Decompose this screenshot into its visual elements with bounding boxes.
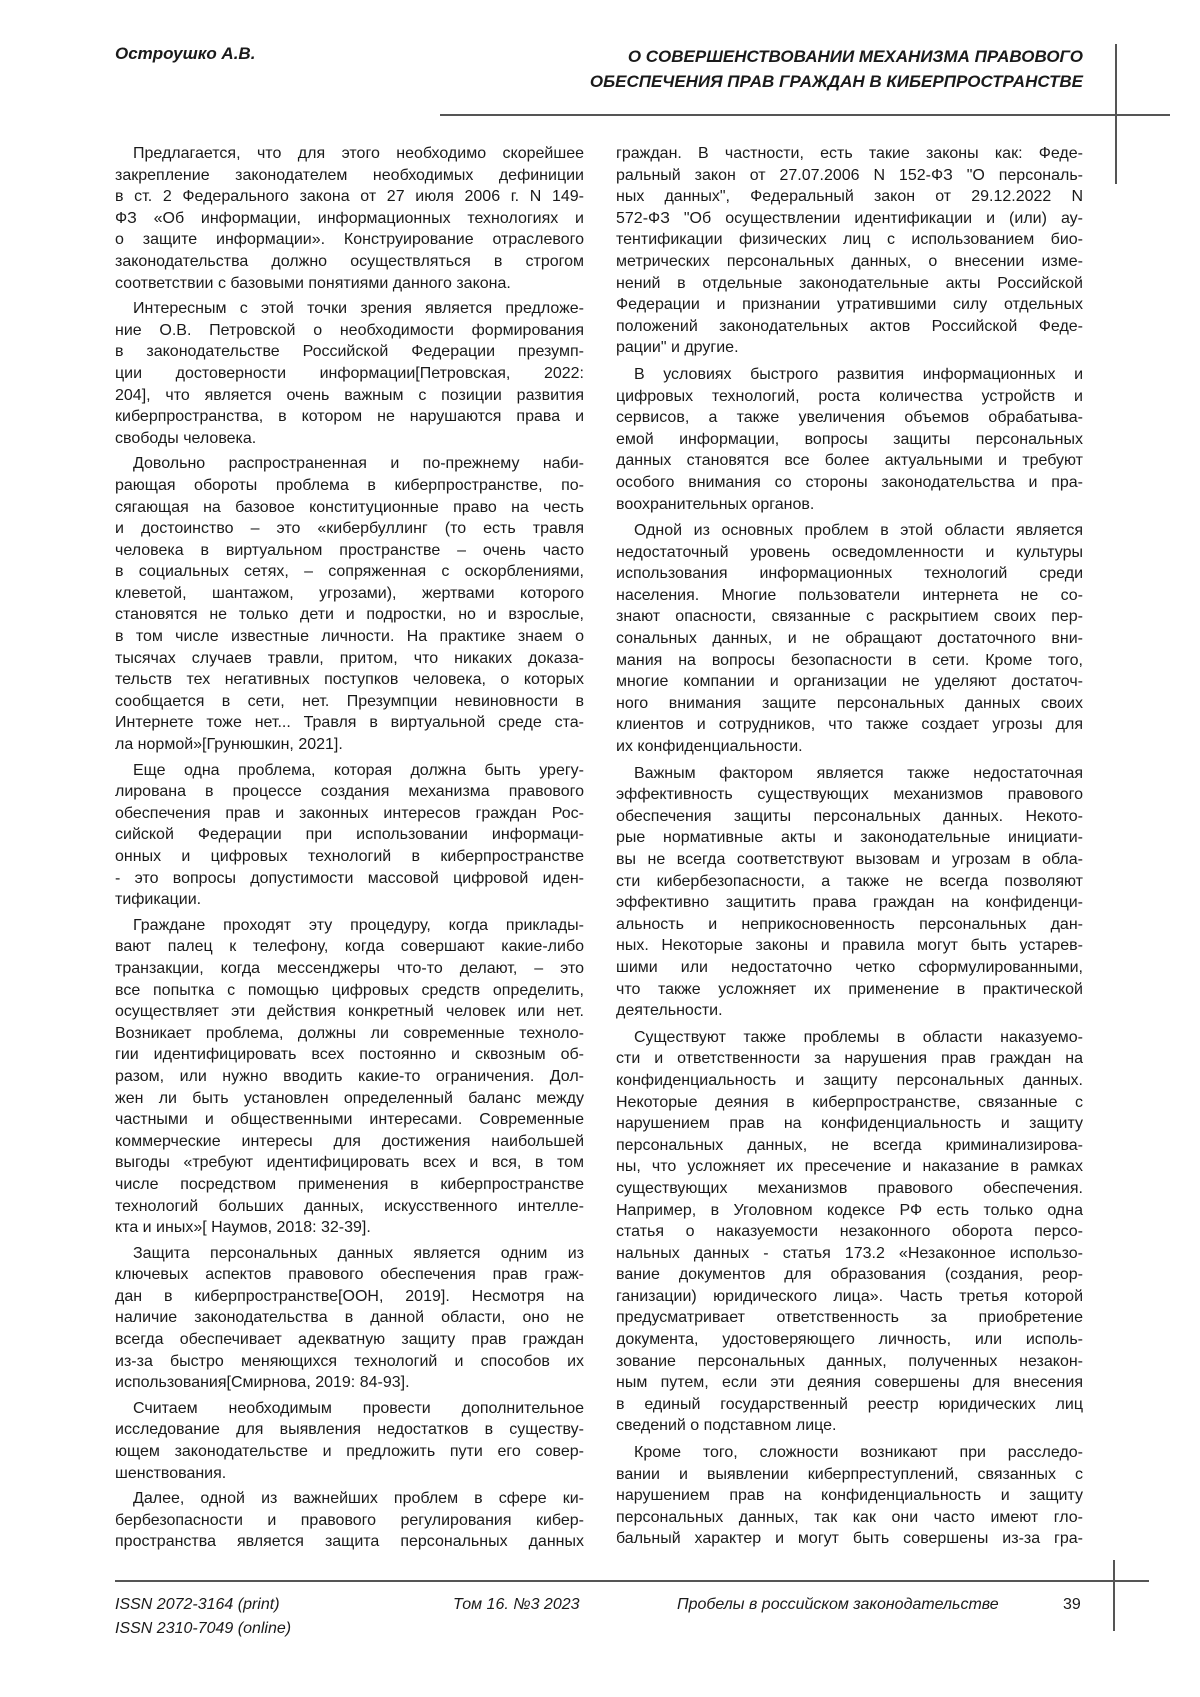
text-line: всегда обеспечивает адекватную защиту прав граждан — [115, 1329, 584, 1351]
text-line: данных становятся все более актуальными и требуют — [616, 450, 1083, 472]
text-line: в ст. 2 Федерального закона от 27 июля 2006 г. N 149- — [115, 186, 584, 208]
paragraph — [616, 143, 1083, 359]
text-line: коммерческие интересы для достижения наибольшей — [115, 1131, 584, 1153]
text-line: Граждане проходят эту процедуру, когда приклады- — [115, 915, 584, 937]
paragraph — [115, 915, 584, 1239]
text-line: альность и неприкосновенность персональных дан- — [616, 914, 1083, 936]
text-line: свободы человека. — [115, 428, 584, 450]
text-line: технологий больших данных, искусственного интелле- — [115, 1196, 584, 1218]
text-line: о защите информации». Конструирование отраслевого — [115, 229, 584, 251]
text-line: В условиях быстрого развития информационных и — [616, 364, 1083, 386]
text-line: ганизации) юридического лица». Часть третья которой — [616, 1286, 1083, 1308]
text-line: в том числе известные личности. На практике знаем о — [115, 626, 584, 648]
text-line: ных данных", Федеральный закон от 29.12.2022 N — [616, 186, 1083, 208]
right-text-column — [616, 143, 1083, 1555]
text-line: сийской Федерации при использовании информаци- — [115, 824, 584, 846]
text-line: рающая обороты проблема в киберпространстве, по- — [115, 475, 584, 497]
paragraph — [115, 143, 584, 294]
text-line: Интересным с этой точки зрения является предложе- — [115, 298, 584, 320]
text-line: 204], что является очень важным с позиции развития — [115, 385, 584, 407]
text-line: Возникает проблема, должны ли современные техноло- — [115, 1023, 584, 1045]
running-header-author: Остроушко А.В. — [115, 44, 255, 64]
text-line: вании и выявлении киберпреступлений, связанных с — [616, 1464, 1083, 1486]
paragraph — [115, 760, 584, 911]
left-text-column — [115, 143, 584, 1557]
page-number: 39 — [1063, 1596, 1081, 1614]
text-line: зование персональных данных, полученных незакон- — [616, 1351, 1083, 1373]
text-line: Довольно распространенная и по-прежнему наби- — [115, 453, 584, 475]
text-line: транзакции, когда мессенджеры что-то делают, – это — [115, 958, 584, 980]
text-line: в социальных сетях, – сопряженная с оскорблениями, — [115, 561, 584, 583]
text-line: нарушением прав на конфиденциальность и защиту — [616, 1113, 1083, 1135]
text-line: нарушением прав на конфиденциальность и защиту — [616, 1485, 1083, 1507]
text-line: емой информации, вопросы защиты персональных — [616, 429, 1083, 451]
text-line: Важным фактором является также недостаточная — [616, 763, 1083, 785]
footer-rule — [115, 1580, 1149, 1582]
text-line: Одной из основных проблем в этой области является — [616, 520, 1083, 542]
text-line: ным путем, если эти деяния совершены для внесения — [616, 1372, 1083, 1394]
text-line: в единый государственный реестр юридических лиц — [616, 1394, 1083, 1416]
text-line: Предлагается, что для этого необходимо скорейшее — [115, 143, 584, 165]
text-line: документа, удостоверяющего личность, или исполь- — [616, 1329, 1083, 1351]
text-line: граждан. В частности, есть такие законы как: Феде- — [616, 143, 1083, 165]
text-line: цифровых технологий, роста количества устройств и — [616, 386, 1083, 408]
text-line: нений в отдельные законодательные акты Российской — [616, 273, 1083, 295]
text-line: соответствии с базовыми понятиями данного закона. — [115, 273, 584, 295]
title-line: ОБЕСПЕЧЕНИЯ ПРАВ ГРАЖДАН В КИБЕРПРОСТРАНСТВЕ — [590, 69, 1083, 94]
text-line: воохранительных органов. — [616, 494, 1083, 516]
volume-issue: Том 16. №3 2023 — [453, 1596, 580, 1614]
text-line: сональных данных, и не обращают достаточного вни- — [616, 628, 1083, 650]
text-line: дан в киберпространстве[ООН, 2019]. Несмотря на — [115, 1286, 584, 1308]
text-line: обеспечения защиты персональных данных. Некото- — [616, 806, 1083, 828]
text-line: частными и общественными интересами. Современные — [115, 1109, 584, 1131]
text-line: 572-ФЗ "Об осуществлении идентификации и (или) ау- — [616, 208, 1083, 230]
text-line: Считаем необходимым провести дополнительное — [115, 1398, 584, 1420]
text-line: ключевых аспектов правового обеспечения прав граж- — [115, 1264, 584, 1286]
text-line: Например, в Уголовном кодексе РФ есть только одна — [616, 1200, 1083, 1222]
text-line: разом, или нужно вводить какие-то ограничения. Дол- — [115, 1066, 584, 1088]
footer-vertical-rule — [1113, 1560, 1115, 1631]
paragraph — [616, 520, 1083, 758]
text-line: Далее, одной из важнейших проблем в сфере ки- — [115, 1488, 584, 1510]
text-line: ны, что усложняет их пресечение и наказание в рамках — [616, 1156, 1083, 1178]
text-line: тификации. — [115, 889, 584, 911]
text-line: бербезопасности и правового регулирования кибер- — [115, 1510, 584, 1532]
text-line: что также усложняет их применение в практической — [616, 979, 1083, 1001]
title-line: О СОВЕРШЕНСТВОВАНИИ МЕХАНИЗМА ПРАВОВОГО — [590, 44, 1083, 69]
text-line: сообщается в сети, нет. Презумпции невиновности в — [115, 691, 584, 713]
text-line: деятельности. — [616, 1000, 1083, 1022]
text-line: предусматривает ответственность за приобретение — [616, 1307, 1083, 1329]
text-line: Федерации и признании утратившими силу отдельных — [616, 294, 1083, 316]
text-line: населения. Многие пользователи интернета не со- — [616, 585, 1083, 607]
text-line: ных. Некоторые законы и правила могут быть устарев- — [616, 935, 1083, 957]
paragraph — [616, 364, 1083, 515]
text-line: сти кибербезопасности, а также не всегда позволяют — [616, 871, 1083, 893]
text-line: метрических персональных данных, о внесении изме- — [616, 251, 1083, 273]
issn-print: ISSN 2072-3164 (print) — [115, 1596, 280, 1614]
paragraph — [616, 763, 1083, 1022]
text-line: онных и цифровых технологий в киберпространстве — [115, 846, 584, 868]
text-line: существующих механизмов правового обеспечения. — [616, 1178, 1083, 1200]
text-line: вают палец к телефону, когда совершают какие-либо — [115, 936, 584, 958]
text-line: клиентов и сотрудников, что также создает угрозы для — [616, 714, 1083, 736]
text-line: рации" и другие. — [616, 337, 1083, 359]
text-line: гии идентифицировать всех постоянно и сквозным об- — [115, 1044, 584, 1066]
text-line: выгоды «требуют идентифицировать всех и вся, в том — [115, 1152, 584, 1174]
paragraph — [115, 1488, 584, 1553]
text-line: человека в виртуальном пространстве – очень часто — [115, 540, 584, 562]
text-line: вание документов для образования (создания, реор- — [616, 1264, 1083, 1286]
text-line: законодательства должно осуществляться в строгом — [115, 251, 584, 273]
text-line: все попытка с помощью цифровых средств определить, — [115, 980, 584, 1002]
text-line: тысячах случаев травли, притом, что никаких доказа- — [115, 648, 584, 670]
text-line: статья о наказуемости незаконного оборота персо- — [616, 1221, 1083, 1243]
text-line: сти и ответственности за нарушения прав граждан на — [616, 1048, 1083, 1070]
text-line: - это вопросы допустимости массовой цифровой иден- — [115, 868, 584, 890]
paragraph — [616, 1027, 1083, 1437]
paragraph — [115, 1243, 584, 1394]
text-line: конфиденциальность и защиту персональных данных. — [616, 1070, 1083, 1092]
text-line: ного внимания защите персональных данных своих — [616, 693, 1083, 715]
paragraph — [115, 298, 584, 449]
text-line: киберпространства, в котором не нарушаются права и — [115, 406, 584, 428]
text-line: Интернете тоже нет... Травля в виртуальной среде ста- — [115, 712, 584, 734]
text-line: в законодательстве Российской Федерации презумп- — [115, 341, 584, 363]
text-line: сервисов, а также увеличения объемов обрабатыва- — [616, 407, 1083, 429]
text-line: тентификации физических лиц с использованием био- — [616, 229, 1083, 251]
paragraph — [616, 1442, 1083, 1550]
text-line: рые нормативные акты и законодательные инициати- — [616, 827, 1083, 849]
issn-online: ISSN 2310-7049 (online) — [115, 1620, 291, 1638]
text-line: ФЗ «Об информации, информационных технологиях и — [115, 208, 584, 230]
paragraph — [115, 1398, 584, 1484]
paragraph — [115, 453, 584, 755]
text-line: клеветой, шантажом, угрозами), жертвами которого — [115, 583, 584, 605]
text-line: положений законодательных актов Российской Феде- — [616, 316, 1083, 338]
text-line: недостаточный уровень осведомленности и культуры — [616, 542, 1083, 564]
text-line: бальный характер и могут быть совершены из-за гра- — [616, 1528, 1083, 1550]
text-line: обеспечения прав и законных интересов граждан Рос- — [115, 803, 584, 825]
text-line: эффективно защитить права граждан на конфиденци- — [616, 892, 1083, 914]
text-line: наличие законодательства в данной области, оно не — [115, 1307, 584, 1329]
text-line: шими или недостаточно четко сформулированными, — [616, 957, 1083, 979]
text-line: ла нормой»[Грунюшкин, 2021]. — [115, 734, 584, 756]
text-line: из-за быстро меняющихся технологий и способов их — [115, 1351, 584, 1373]
text-line: тельств тех негативных поступков человека, о которых — [115, 669, 584, 691]
text-line: исследование для выявления недостатков в существу- — [115, 1419, 584, 1441]
text-line: пространства является защита персональных данных — [115, 1531, 584, 1553]
header-rule — [440, 114, 1170, 116]
text-line: Кроме того, сложности возникают при расследо- — [616, 1442, 1083, 1464]
text-line: персональных данных, так как они часто имеют гло- — [616, 1507, 1083, 1529]
text-line: лирована в процессе создания механизма правового — [115, 781, 584, 803]
text-line: эффективность существующих механизмов правового — [616, 784, 1083, 806]
header-vertical-rule — [1115, 44, 1117, 184]
text-line: их конфиденциальности. — [616, 736, 1083, 758]
text-line: использования[Смирнова, 2019: 84-93]. — [115, 1372, 584, 1394]
text-line: многие компании и организации не уделяют достаточ- — [616, 671, 1083, 693]
text-line: закрепление законодателем необходимых дефиниции — [115, 165, 584, 187]
text-line: особого внимания со стороны законодательства и пра- — [616, 472, 1083, 494]
text-line: Защита персональных данных является одним из — [115, 1243, 584, 1265]
text-line: Некоторые деяния в киберпространстве, связанные с — [616, 1092, 1083, 1114]
text-line: сведений о подставном лице. — [616, 1415, 1083, 1437]
text-line: персональных данных, не всегда криминализирова- — [616, 1135, 1083, 1157]
text-line: ральный закон от 27.07.2006 N 152-ФЗ "О персональ- — [616, 165, 1083, 187]
text-line: Еще одна проблема, которая должна быть урегу- — [115, 760, 584, 782]
text-line: числе посредством применения в киберпространстве — [115, 1174, 584, 1196]
text-line: осуществляет эти действия конкретный человек или нет. — [115, 1001, 584, 1023]
text-line: шенствования. — [115, 1463, 584, 1485]
text-line: нальных данных - статья 173.2 «Незаконное использо- — [616, 1243, 1083, 1265]
text-line: использования информационных технологий среди — [616, 563, 1083, 585]
running-header-title — [590, 44, 1083, 94]
journal-name: Пробелы в российском законодательстве — [677, 1596, 999, 1614]
text-line: ние О.В. Петровской о необходимости формирования — [115, 320, 584, 342]
text-line: становятся не только дети и подростки, но и взрослые, — [115, 604, 584, 626]
text-line: кта и иных»[ Наумов, 2018: 32-39]. — [115, 1217, 584, 1239]
text-line: жен ли быть установлен определенный баланс между — [115, 1088, 584, 1110]
text-line: ющем законодательстве и предложить пути его совер- — [115, 1441, 584, 1463]
text-line: ции достоверности информации[Петровская, 2022: — [115, 363, 584, 385]
text-line: мания на вопросы безопасности в сети. Кроме того, — [616, 650, 1083, 672]
text-line: и достоинство – это «кибербуллинг (то есть травля — [115, 518, 584, 540]
text-line: Существуют также проблемы в области наказуемо- — [616, 1027, 1083, 1049]
text-line: сягающая на базовое конституционные право на честь — [115, 497, 584, 519]
text-line: знают опасности, связанные с раскрытием своих пер- — [616, 606, 1083, 628]
text-line: вы не всегда соответствуют вызовам и угрозам в обла- — [616, 849, 1083, 871]
